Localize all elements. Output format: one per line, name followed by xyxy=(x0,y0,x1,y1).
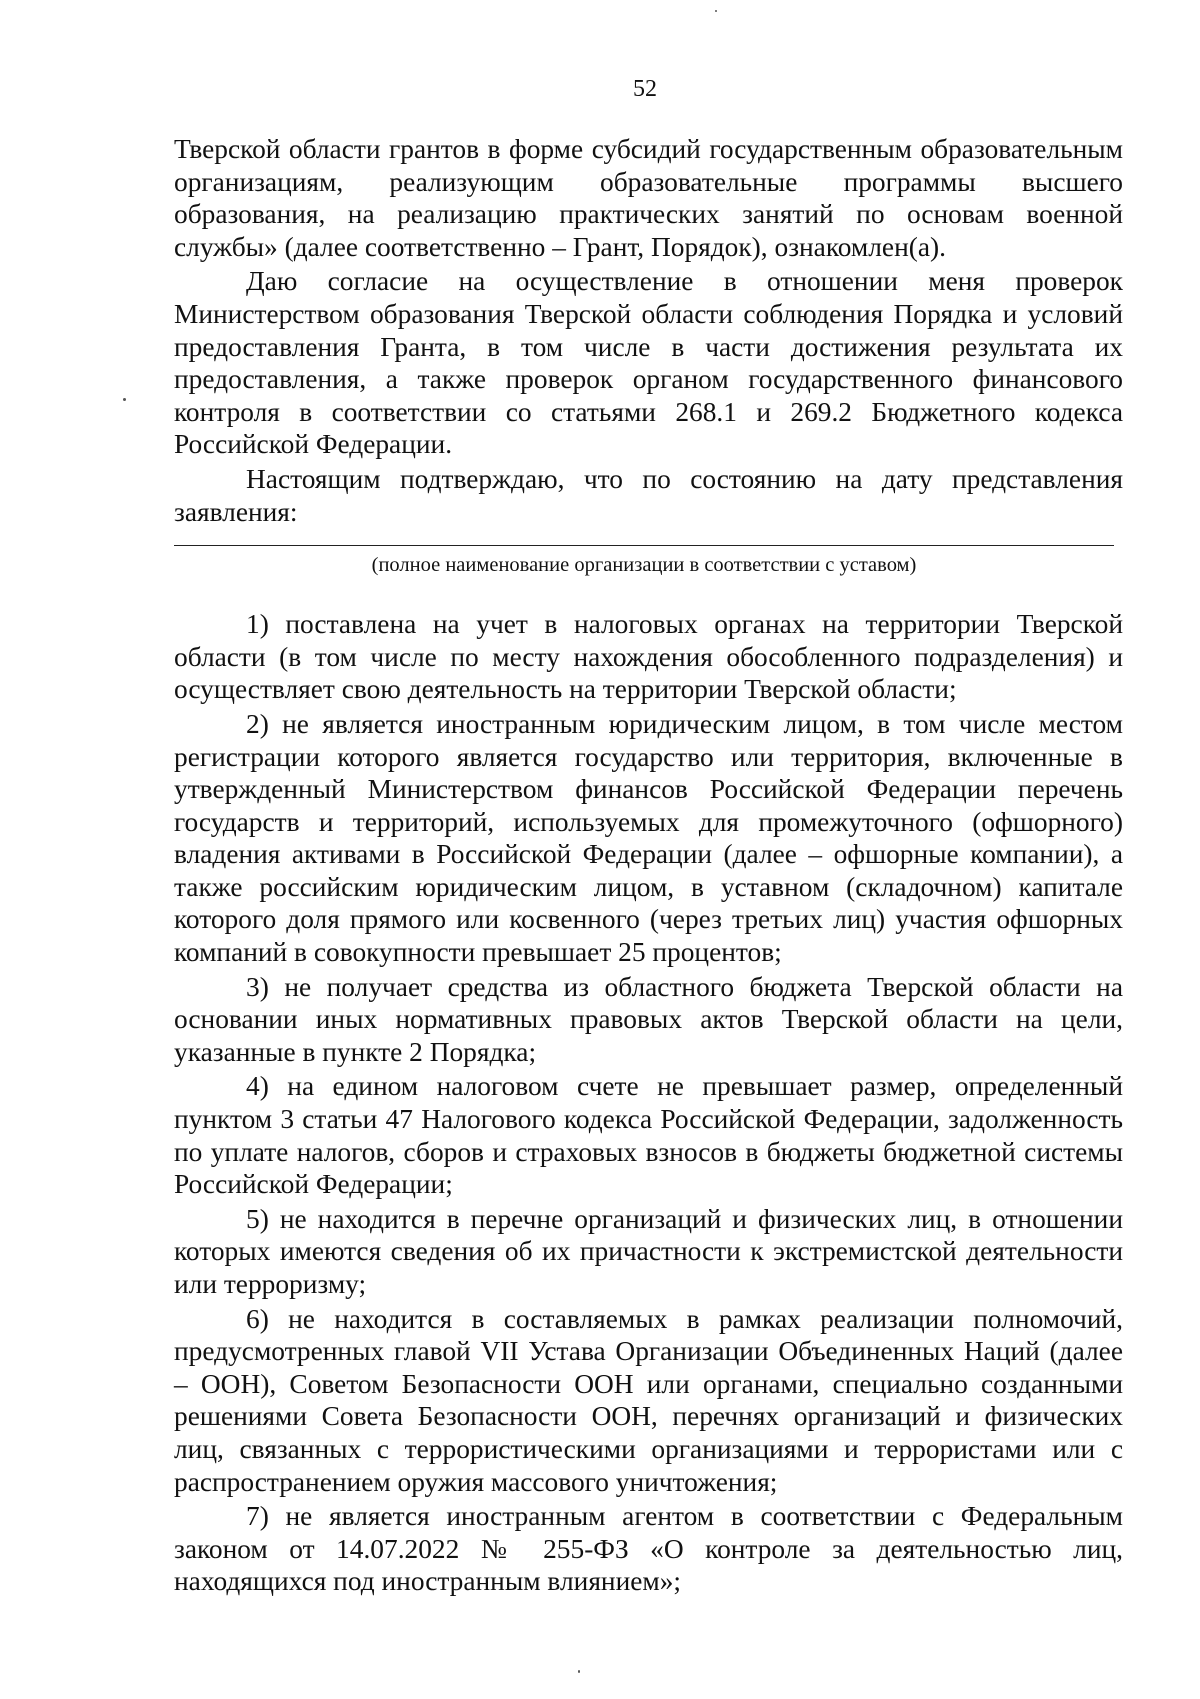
organization-name-blank-line xyxy=(174,545,1114,546)
document-body xyxy=(174,133,1123,1598)
page-number: 52 xyxy=(633,76,657,102)
list-item-1: 1) поставлена на учет в налоговых органах на территории Тверской области (в том числе по месту нахождения обособленного подразделения) и осуществляет свою деятельность на территории Тверской области; xyxy=(174,609,1123,705)
list-item-6: 6) не находится в составляемых в рамках реализации полномочий, предусмотренных главой VII Устава Организации Объединенных Наций (далее – ООН), Советом Безопасности ООН или органами, специально созданными решениями Совета Безопасности ООН, перечнях организаций и физических лиц, связанных с террористическими организациями и террористами или с распространением оружия массового уничтожения; xyxy=(174,1303,1123,1497)
list-item-7: 7) не является иностранным агентом в соответствии с Федеральным законом от 14.07.2022 № 255-ФЗ «О контроле за деятельностью лиц, находящихся под иностранным влиянием»; xyxy=(174,1501,1123,1597)
confirmation-paragraph: Настоящим подтверждаю, что по состоянию на дату представления заявления: xyxy=(174,463,1123,527)
scan-speck xyxy=(715,10,717,12)
scan-speck xyxy=(123,398,126,401)
list-item-2: 2) не является иностранным юридическим лицом, в том числе местом регистрации которого является государство или территория, включенные в утвержденный Министерством финансов Российской Федерации перечень государств и территорий, используемых для промежуточного (офшорного) владения активами в Российской Федерации (далее – офшорные компании), а также российским юридическим лицом, в уставном (складочном) капитале которого доля прямого или косвенного (через третьих лиц) участия офшорных компаний в совокупности превышает 25 процентов; xyxy=(174,708,1123,968)
list-item-3: 3) не получает средства из областного бюджета Тверской области на основании иных нормативных правовых актов Тверской области на цели, указанные в пункте 2 Порядка; xyxy=(174,971,1123,1067)
scan-speck xyxy=(578,1670,580,1673)
list-item-5: 5) не находится в перечне организаций и физических лиц, в отношении которых имеются сведения об их причастности к экстремистской деятельности или терроризму; xyxy=(174,1203,1123,1299)
intro-paragraph-continuation: Тверской области грантов в форме субсидий государственным образовательным организациям, реализующим образовательные программы высшего образования, на реализацию практических занятий по основам военной службы» (далее соответственно – Грант, Порядок), ознакомлен(а). xyxy=(174,134,1123,262)
consent-paragraph: Даю согласие на осуществление в отношении меня проверок Министерством образования Тверской области соблюдения Порядка и условий предоставления Гранта, в том числе в части достижения результата их предоставления, а также проверок органом государственного финансового контроля в соответствии со статьями 268.1 и 269.2 Бюджетного кодекса Российской Федерации. xyxy=(174,266,1123,460)
list-item-4: 4) на едином налоговом счете не превышает размер, определенный пунктом 3 статьи 47 Налогового кодекса Российской Федерации, задолженность по уплате налогов, сборов и страховых взносов в бюджеты бюджетной системы Российской Федерации; xyxy=(174,1071,1123,1200)
organization-name-caption: (полное наименование организации в соответствии с уставом) xyxy=(371,554,917,577)
